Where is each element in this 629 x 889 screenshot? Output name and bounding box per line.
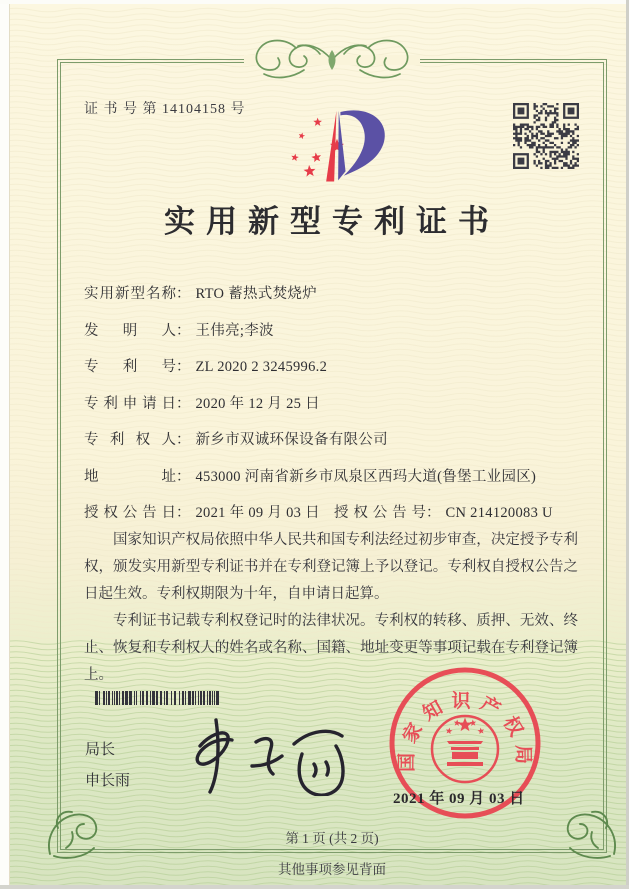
cnipa-patent-logo-icon <box>280 99 394 191</box>
red-star-icon <box>291 154 299 161</box>
field-row-application-date <box>84 392 584 412</box>
signer-block <box>85 735 130 797</box>
field-row-patentee <box>84 428 584 448</box>
back-side-note: 其他事项参见背面 <box>278 862 386 877</box>
field-label: 授权公告日 <box>84 505 176 521</box>
field-label: 专利申请日 <box>84 395 176 412</box>
field-row-inventors <box>84 319 584 339</box>
scan-edge-left <box>0 0 10 889</box>
qr-code-icon <box>513 103 579 169</box>
field-label: 实用新型名称 <box>84 286 176 302</box>
field-value: RTO 蓄热式焚烧炉 <box>195 286 317 302</box>
red-star-icon <box>299 133 305 139</box>
field-row-invention-name <box>84 282 584 302</box>
seal-ring-text: 国家知识产权局 <box>396 691 534 773</box>
field-label: 专利权人 <box>84 432 176 448</box>
legal-paragraph-2: 专利证书记载专利权登记时的法律状况。专利权的转移、质押、无效、终止、恢复和专利权人的姓名或名称、国籍、地址变更等事项记载在专利登记簿上。 <box>84 613 578 683</box>
red-star-icon <box>313 118 322 126</box>
field-label: 地址 <box>84 468 176 485</box>
field-row-patent-number <box>84 355 584 375</box>
legal-paragraph-1: 国家知识产权局依照中华人民共和国专利法经过初步审查，决定授予专利权，颁发实用新型专利证书并在专利登记簿上予以登记。专利权自授权公告之日起生效。专利权期限为十年，自申请日起算。 <box>84 532 578 602</box>
field-colon: ： <box>176 286 191 302</box>
field-label: 专利号 <box>84 359 176 375</box>
field-colon: ： <box>426 505 441 521</box>
field-value: 新乡市双诚环保设备有限公司 <box>195 432 388 448</box>
national-emblem-icon <box>432 716 498 782</box>
certificate-fields <box>84 282 584 538</box>
field-value: CN 214120083 U <box>445 505 553 521</box>
field-value: 2021 年 09 月 03 日 <box>195 505 320 521</box>
svg-text:国家知识产权局 <box>396 689 534 772</box>
field-colon: ： <box>176 359 191 375</box>
field-row-grant <box>84 501 584 521</box>
field-value: ZL 2020 2 3245996.2 <box>195 359 328 375</box>
field-row-address <box>84 465 584 485</box>
seal-date: 2021 年 09 月 03 日 <box>393 791 525 807</box>
certificate-title: 实用新型专利证书 <box>164 204 500 239</box>
handwritten-signature-icon <box>182 708 352 796</box>
scan-edge-bottom <box>0 885 629 889</box>
red-star-icon <box>311 153 321 163</box>
field-label: 授权公告号 <box>334 505 426 521</box>
certificate-number: 证 书 号 第 14104158 号 <box>84 102 246 117</box>
field-value: 王伟亮;李波 <box>195 322 274 339</box>
field-colon: ： <box>176 395 191 412</box>
scan-edge-top <box>0 0 629 4</box>
signer-title: 局长 <box>85 742 116 758</box>
field-colon: ： <box>176 505 191 521</box>
field-colon: ： <box>176 468 191 485</box>
barcode-icon <box>95 691 221 705</box>
field-label: 发明人 <box>84 322 176 339</box>
field-colon: ： <box>176 322 191 339</box>
field-grant-number <box>334 501 553 522</box>
field-value: 453000 河南省新乡市凤泉区西玛大道(鲁堡工业园区) <box>195 468 537 485</box>
page-number: 第 1 页 (共 2 页) <box>285 831 379 846</box>
signer-name: 申长雨 <box>85 773 131 789</box>
field-colon: ： <box>176 432 191 448</box>
red-star-icon <box>303 165 315 177</box>
field-value: 2020 年 12 月 25 日 <box>195 395 320 412</box>
